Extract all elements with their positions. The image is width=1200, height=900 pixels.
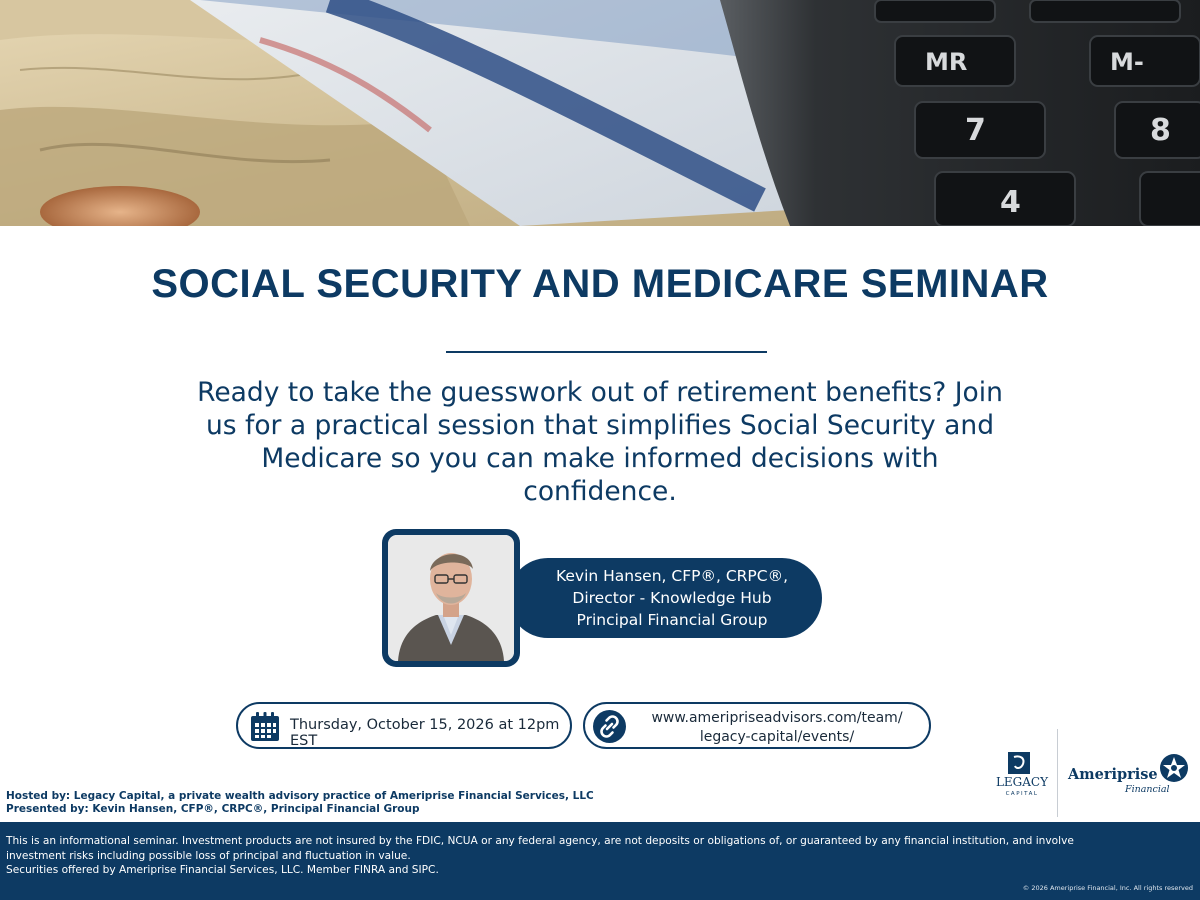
ameriprise-logo-sub: Financial xyxy=(1125,784,1170,795)
disclaimer xyxy=(6,834,1116,878)
disclaimer-text-2: Securities offered by Ameriprise Financial Services, LLC. Member FINRA and SIPC. xyxy=(6,864,439,876)
footer-disclaimer-band xyxy=(0,822,1200,900)
event-url-line2[interactable]: legacy-capital/events/ xyxy=(699,729,855,745)
calc-key-mminus: M- xyxy=(1110,48,1144,76)
ameriprise-logo xyxy=(1068,752,1193,798)
calendar-icon xyxy=(249,711,281,743)
speaker-photo-frame xyxy=(382,529,520,667)
event-link-pill[interactable] xyxy=(583,702,931,749)
event-url[interactable] xyxy=(631,709,923,747)
disclaimer-text-1: This is an informational seminar. Investment products are not insured by the FDIC, NCUA or any federal agency, are not deposits or obligations of, or guaranteed by any financial institution, and involve investment risks including possible loss of principal and fluctuation in value. xyxy=(6,835,1074,862)
speaker-name: Kevin Hansen, CFP®, CRPC®, xyxy=(555,567,789,585)
presented-by: Presented by: Kevin Hansen, CFP®, CRPC®, Principal Financial Group xyxy=(6,803,420,815)
event-url-line1[interactable]: www.ameripriseadvisors.com/team/ xyxy=(651,710,903,726)
legacy-logo-sub: CAPITAL xyxy=(1005,791,1039,797)
speaker-headshot xyxy=(388,535,514,661)
link-icon xyxy=(593,710,626,743)
hosted-by: Hosted by: Legacy Capital, a private wealth advisory practice of Ameriprise Financial Services, LLC xyxy=(6,790,594,802)
copyright: © 2026 Ameriprise Financial, Inc. All rights reserved xyxy=(1022,884,1193,892)
speaker-info-badge xyxy=(508,558,822,638)
calc-key-4: 4 xyxy=(1000,185,1021,220)
calc-key-mr: MR xyxy=(925,48,968,76)
logo-divider xyxy=(1057,729,1058,817)
event-date: Thursday, October 15, 2026 at 12pm EST xyxy=(290,717,560,749)
hero-photo-illustration xyxy=(0,0,1200,226)
hero-image xyxy=(0,0,1200,226)
page-title: SOCIAL SECURITY AND MEDICARE SEMINAR xyxy=(151,262,1049,306)
event-date-pill xyxy=(236,702,572,749)
speaker-company: Principal Financial Group xyxy=(576,611,768,629)
speaker-portrait-illustration xyxy=(388,535,514,661)
title-divider xyxy=(446,351,767,353)
calc-key-7: 7 xyxy=(965,113,986,148)
legacy-logo-name: LEGACY xyxy=(995,775,1049,789)
ameriprise-logo-name: Ameriprise xyxy=(1068,766,1158,783)
legacy-capital-logo xyxy=(990,750,1054,800)
host-credits xyxy=(6,790,906,816)
intro-paragraph: Ready to take the guesswork out of retirement benefits? Join us for a practical session that simplifies Social Security and Medicare so you can make informed decisions with confidence. xyxy=(197,377,1003,507)
calc-key-8: 8 xyxy=(1150,113,1171,148)
speaker-role: Director - Knowledge Hub xyxy=(572,589,772,607)
ameriprise-star-icon xyxy=(1159,753,1189,783)
